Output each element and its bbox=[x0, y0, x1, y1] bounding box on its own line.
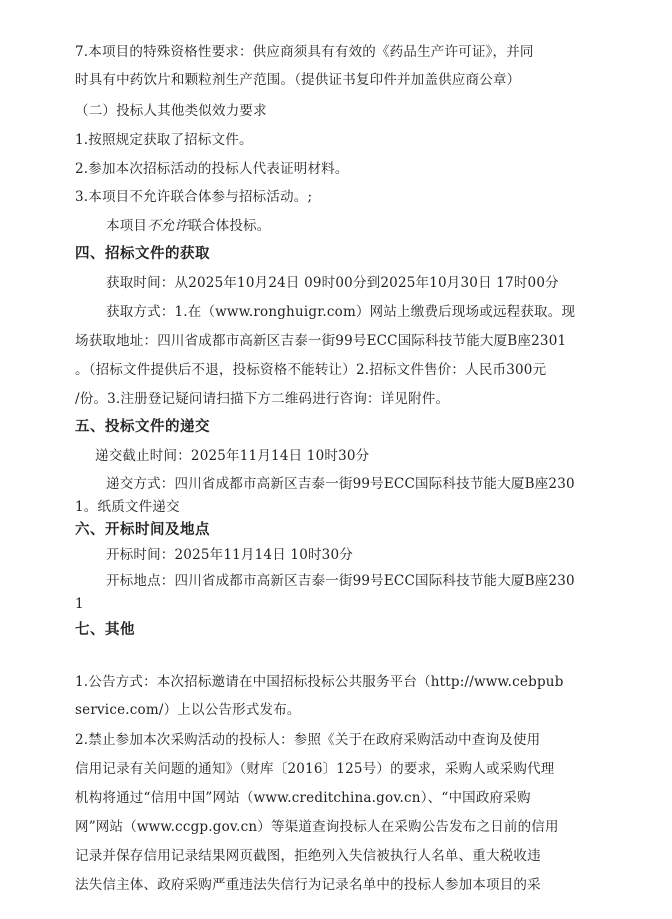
text-line-req-1: 1.按照规定获取了招标文件。 bbox=[75, 132, 253, 148]
subheading-other-requirements: （二）投标人其他类似效力要求 bbox=[75, 103, 267, 119]
text-line-opening-time: 开标时间：2025年11月14日 10时30分 bbox=[106, 547, 353, 563]
text-line-obtain-address: 场获取地址：四川省成都市高新区吉泰一街99号ECC国际科技节能大厦B座2301 bbox=[75, 333, 567, 349]
text-line-submit-method-cont: 1。纸质文件递交 bbox=[75, 499, 180, 515]
text-line-obtain-method: 获取方式：1.在（www.ronghuigr.com）网站上缴费后现场或远程获取。现 bbox=[106, 304, 576, 320]
text-line-announce-cont: service.com/）上以公告形式发布。 bbox=[75, 702, 301, 718]
text-line-opening-place: 开标地点：四川省成都市高新区吉泰一街99号ECC国际科技节能大厦B座230 bbox=[106, 573, 575, 589]
text-line-opening-place-cont: 1 bbox=[75, 596, 84, 612]
text-line-consortium bbox=[106, 216, 270, 236]
text-line-prohibit-2: 信用记录有关问题的通知》（财库〔2016〕125号）的要求，采购人或采购代理 bbox=[75, 761, 555, 777]
consortium-suffix: 联合体投标。 bbox=[188, 218, 271, 234]
consortium-prefix: 本项目 bbox=[106, 218, 148, 234]
section-heading-other: 七、其他 bbox=[75, 622, 135, 638]
text-line-announce: 1.公告方式：本次招标邀请在中国招标投标公共服务平台（http://www.cebpub bbox=[75, 674, 564, 690]
text-line-obtain-register: /份。3.注册登记疑问请扫描下方二维码进行咨询：详见附件。 bbox=[75, 391, 450, 407]
consortium-emphasis: 不允许 bbox=[147, 218, 189, 234]
text-line-req-3: 3.本项目不允许联合体参与招标活动。; bbox=[75, 189, 313, 205]
text-line-submit-deadline: 递交截止时间：2025年11月14日 10时30分 bbox=[95, 448, 370, 464]
text-line-qualification: 7.本项目的特殊资格性要求：供应商须具有有效的《药品生产许可证》，并同 bbox=[75, 44, 534, 60]
text-line-obtain-time: 获取时间：从2025年10月24日 09时00分到2025年10月30日 17时00分 bbox=[106, 275, 559, 291]
text-line-prohibit-5: 记录并保存信用记录结果网页截图，拒绝列入失信被执行人名单、重大税收违 bbox=[75, 848, 541, 864]
text-line-prohibit-3: 机构将通过“信用中国”网站（www.creditchina.gov.cn）、“中国政府采购 bbox=[75, 790, 531, 806]
section-heading-submit: 五、投标文件的递交 bbox=[75, 419, 210, 435]
text-line-req-2: 2.参加本次招标活动的投标人代表证明材料。 bbox=[75, 161, 349, 177]
text-line-qualification-cont: 时具有中药饮片和颗粒剂生产范围。（提供证书复印件并加盖供应商公章） bbox=[75, 72, 521, 88]
text-line-prohibit-6: 法失信主体、政府采购严重违法失信行为记录名单中的投标人参加本项目的采 bbox=[75, 877, 541, 893]
text-line-prohibit-1: 2.禁止参加本次采购活动的投标人：参照《关于在政府采购活动中查询及使用 bbox=[75, 732, 541, 748]
text-line-submit-method: 递交方式：四川省成都市高新区吉泰一街99号ECC国际科技节能大厦B座230 bbox=[106, 476, 575, 492]
text-line-prohibit-4: 网”网站（www.ccgp.gov.cn）等渠道查询投标人在采购公告发布之日前的信用 bbox=[75, 819, 559, 835]
section-heading-opening: 六、开标时间及地点 bbox=[75, 522, 210, 538]
section-heading-obtain: 四、招标文件的获取 bbox=[75, 246, 210, 262]
text-line-obtain-price: 。（招标文件提供后不退，投标资格不能转让）2.招标文件售价：人民币300元 bbox=[75, 362, 547, 378]
